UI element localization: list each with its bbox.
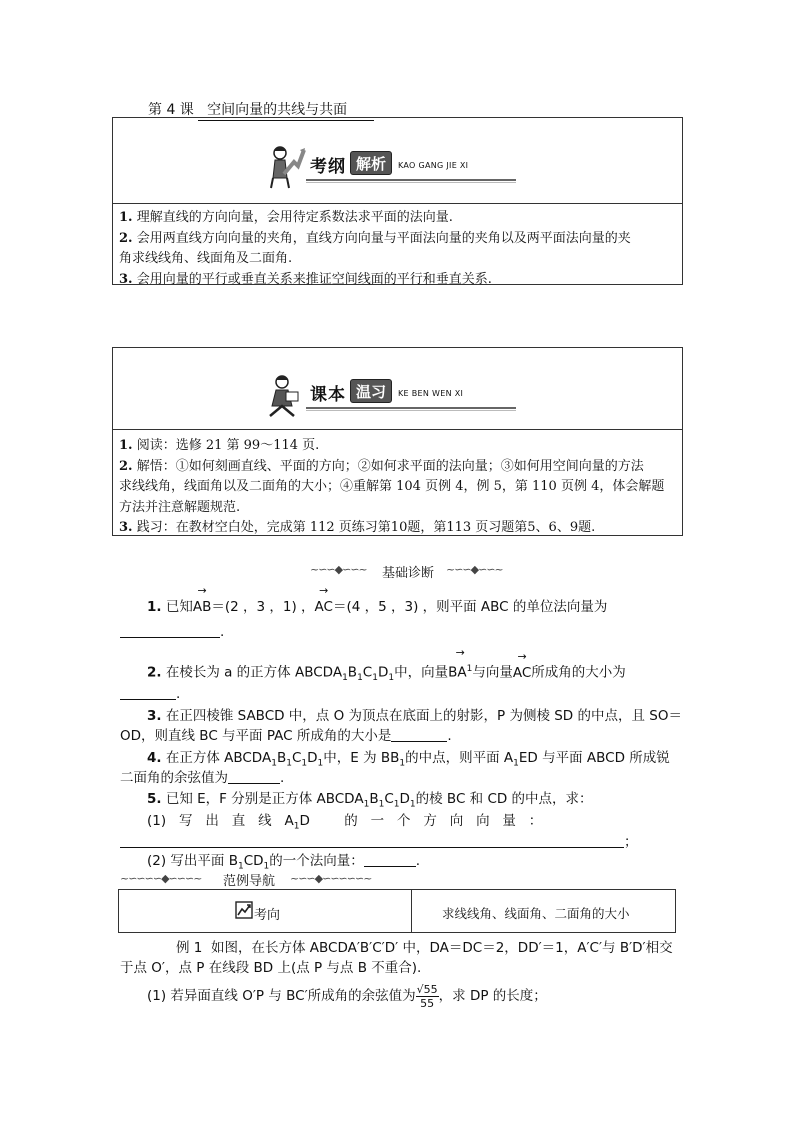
- answer-blank[interactable]: [228, 770, 280, 784]
- review-banner-tag: 温习: [350, 379, 392, 403]
- answer-blank[interactable]: [391, 728, 447, 742]
- vector-ac: → AC: [513, 657, 531, 683]
- example-1-part-1: (1) 若异面直线 O′P 与 BC′所成角的余弦值为 $\frac{√55}{55}$ ，求 DP 的长度；: [147, 982, 547, 1010]
- reading-student-icon: [268, 372, 306, 418]
- topic-table-left-cell: [119, 890, 412, 932]
- question-5-part-2: (2) 写出平面 $B_1CD_1$的一个法向量： .: [147, 853, 421, 872]
- example-section-title: 范例导航: [223, 874, 276, 889]
- question-4: 4. 在正方体 $ABCDA_1B_1C_1D_1$中，E 为 $BB_1$的中点，则平面 $A_1ED$ 与平面 ABCD 所成锐: [147, 750, 670, 769]
- banner-rule-thin: [306, 182, 516, 183]
- review-banner-title: 课本: [310, 385, 346, 405]
- example-label: 例 1: [176, 940, 203, 956]
- question-2-answer: .: [120, 684, 180, 704]
- vector-ac: → AC: [315, 591, 333, 617]
- syllabus-list: [113, 204, 682, 290]
- question-2: 2. 在棱长为 a 的正方体 $ABCDA_1B_1C_1D_1$中，向量→ $BA^1$与向量→ AC所成角的大小为: [147, 653, 626, 688]
- syllabus-banner-tag: 解析: [350, 151, 392, 175]
- syllabus-item-3: 3. 会用向量的平行或垂直关系来推证空间线面的平行和垂直关系.: [119, 271, 492, 287]
- review-list: [113, 430, 682, 539]
- banner-rule-thin: [306, 410, 516, 411]
- syllabus-item-1: 1. 理解直线的方向向量，会用待定系数法求平面的法向量.: [119, 210, 453, 225]
- review-item-1: 1. 阅读：选修 21 第 99～114 页.: [119, 438, 320, 453]
- question-1-answer: .: [120, 622, 224, 642]
- syllabus-banner-title: 考纲: [310, 157, 346, 177]
- student-arrow-icon: [268, 144, 306, 190]
- left-ornament-icon: ~∽∽∽∽◆∽∽∽~: [120, 872, 202, 885]
- question-1: 1. 已知→ AB＝(2 ，3 ，1) ，→ AC＝(4 ，5 ，3) ，则平面 ABC 的单位法向量为: [147, 591, 607, 617]
- review-item-3: 3. 践习：在教材空白处，完成第 112 页练习第10题，第113 页习题第5、6、9题.: [119, 520, 596, 535]
- review-item-2-cont: 求线线角，线面角以及二面角的大小；④重解第 104 页例 4，例 5，第 110 页例 4，体会解题: [119, 479, 665, 494]
- review-banner-pinyin: KE BEN WEN XI: [398, 389, 464, 398]
- answer-blank[interactable]: [120, 624, 220, 638]
- syllabus-banner-pinyin: KAO GANG JIE XI: [398, 161, 469, 170]
- syllabus-box: [112, 117, 683, 285]
- syllabus-item-2-cont: 角求线线角、线面角及二面角.: [119, 251, 293, 266]
- review-banner-area: [113, 348, 682, 430]
- topic-label: 考向: [254, 908, 281, 923]
- example-section-heading: [120, 870, 380, 888]
- question-5-part-1-answer: ；: [120, 832, 638, 852]
- right-ornament-icon: ~∽∽◆∽∽~: [446, 563, 503, 576]
- answer-blank[interactable]: [120, 686, 176, 700]
- textbook-review-box: [112, 347, 683, 536]
- left-ornament-icon: ~∽∽◆∽∽~: [310, 563, 367, 576]
- question-5: 5. 已知 E，F 分别是正方体 $ABCDA_1B_1C_1D_1$的棱 BC 和 CD 的中点，求：: [147, 791, 593, 810]
- topic-table: [118, 889, 676, 933]
- topic-description: 求线线角、线面角、二面角的大小: [442, 906, 630, 921]
- right-ornament-icon: ~∽∽◆∽∽∽∽∽~: [290, 872, 372, 885]
- question-3-cont: OD，则直线 BC 与平面 PAC 所成角的大小是 .: [120, 728, 452, 744]
- banner-rule: [306, 179, 516, 181]
- lesson-title-text: 空间向量的共线与共面: [198, 99, 374, 121]
- example-1: 例 1 如图，在长方体 ABCDA′B′C′D′ 中，DA＝DC＝2，DD′＝1，A′C′与 B′D′相交: [176, 940, 673, 956]
- topic-table-right-cell: [412, 890, 675, 932]
- trend-chart-icon: [235, 901, 253, 919]
- syllabus-banner: [268, 142, 518, 192]
- question-3: 3. 在正四棱锥 SABCD 中，点 O 为顶点在底面上的射影，P 为侧棱 SD 的中点，且 SO＝: [147, 708, 682, 724]
- question-5-part-1: (1) 写 出 直 线 $A_1D$ 的 一 个 方 向 向 量 ：: [147, 813, 543, 832]
- syllabus-banner-area: [113, 118, 682, 204]
- syllabus-item-2: 2. 会用两直线方向向量的夹角，直线方向向量与平面法向量的夹角以及两平面法向量的夹: [119, 230, 631, 246]
- fraction: $\frac{√55}{55}$: [416, 982, 438, 1010]
- review-item-2-cont2: 方法并注意解题规范.: [119, 499, 241, 515]
- question-4-cont: 二面角的余弦值为 .: [120, 770, 285, 786]
- answer-blank[interactable]: [364, 853, 416, 867]
- answer-blank[interactable]: [120, 834, 624, 848]
- review-item-2: 2. 解悟：①如何刻画直线、平面的方向；②如何求平面的法向量；③如何用空间向量的方法: [119, 458, 644, 474]
- vector-ab: → AB: [193, 591, 212, 617]
- vector-ba1: → $BA^1$: [448, 653, 472, 683]
- basic-section-heading: [310, 561, 503, 581]
- example-1-cont: 于点 O′，点 P 在线段 BD 上(点 P 与点 B 不重合).: [120, 960, 422, 976]
- review-banner: [268, 370, 518, 420]
- banner-rule: [306, 407, 516, 409]
- lesson-number: 第 4 课: [148, 102, 194, 118]
- basic-section-title: 基础诊断: [382, 566, 435, 581]
